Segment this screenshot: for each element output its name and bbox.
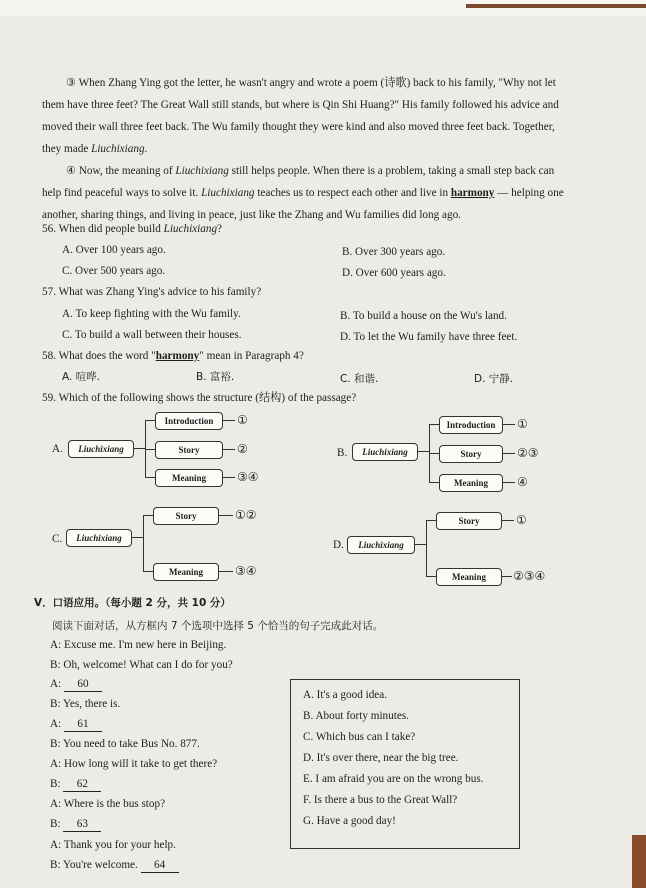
diagram-d-letter: D. [333,539,344,551]
diagram-b-num-1: ① [517,417,528,431]
liuchixiang-term: Liuchixiang [91,143,145,155]
section-5-heading: V．口语应用。（每小题 2 分，共 10 分） [34,597,231,609]
section-5-instruction: 阅读下面对话，从方框内 7 个选项中选择 5 个恰当的句子完成此对话。 [52,620,384,632]
dialogue-line-8: B: 62 [50,777,101,792]
dialogue-line-1: A: Excuse me. I'm new here in Beijing. [50,639,227,651]
dialogue-line-2: B: Oh, welcome! What can I do for you? [50,659,233,671]
diagram-b-num-2: ②③ [517,446,539,460]
diagram-b-meaning: Meaning [439,474,503,492]
dialogue-line-5: A: 61 [50,717,102,732]
diagram-c-num-2: ③④ [235,564,257,578]
diagram-c-num-1: ①② [235,508,257,522]
p3-line-1: ③ When Zhang Ying got the letter, he wasn't angry and wrote a poem (诗歌) back to his family, "Why not let [66,77,556,89]
blank-62[interactable]: 62 [63,777,101,792]
option-b: B. About forty minutes. [303,710,409,722]
option-a: A. It's a good idea. [303,689,388,701]
diagram-a-num-1: ① [237,413,248,427]
diagram-c-meaning: Meaning [153,563,219,581]
blank-64[interactable]: 64 [141,858,179,873]
diagram-b-num-3: ④ [517,475,528,489]
q58-option-d: D. 宁静. [474,373,514,385]
dialogue-line-11: A: Thank you for your help. [50,839,176,851]
q57-option-a: A. To keep fighting with the Wu family. [62,308,241,320]
diagram-a-story: Story [155,441,223,459]
diagram-d-story: Story [436,512,502,530]
diagram-c-letter: C. [52,533,63,545]
diagram-d-root: Liuchixiang [347,536,415,554]
diagram-a-num-3: ③④ [237,470,259,484]
q57-stem: 57. What was Zhang Ying's advice to his family? [42,286,262,298]
diagram-d-meaning: Meaning [436,568,502,586]
diagram-b-introduction: Introduction [439,416,503,434]
p3-line-2: them have three feet? The Great Wall still stands, but where is Qin Shi Huang?" His family followed his advice and [42,99,559,111]
diagram-a-letter: A. [52,443,63,455]
q56-stem: 56. When did people build Liuchixiang? [42,223,223,235]
diagram-a-root: Liuchixiang [68,440,134,458]
page-top-edge [0,0,646,16]
dialogue-line-6: B: You need to take Bus No. 877. [50,738,200,750]
options-box [290,679,520,849]
page-corner-edge [632,835,646,888]
exam-page [0,16,646,888]
diagram-a-introduction: Introduction [155,412,223,430]
q56-option-a: A. Over 100 years ago. [62,244,166,256]
dialogue-line-4: B: Yes, there is. [50,698,121,710]
q56-option-d: D. Over 600 years ago. [342,267,446,279]
diagram-a-num-2: ② [237,442,248,456]
q59-stem: 59. Which of the following shows the structure (结构) of the passage? [42,392,357,404]
dialogue-line-10: B: 63 [50,817,101,832]
diagram-d-num-1: ① [516,513,527,527]
diagram-c-story: Story [153,507,219,525]
q56-option-c: C. Over 500 years ago. [62,265,166,277]
p3-line-3: moved their wall three feet back. The Wu family thought they were kind and also moved three feet back. Together, [42,121,555,133]
p4-line-1: ④ Now, the meaning of Liuchixiang still helps people. When there is a problem, taking a small step back can [66,165,555,177]
blank-63[interactable]: 63 [63,817,101,832]
diagram-d-num-2: ②③④ [513,569,546,583]
option-d: D. It's over there, near the big tree. [303,752,459,764]
p4-line-2: help find peaceful ways to solve it. Liuchixiang teaches us to respect each other and live in harmony — helping one [42,187,564,199]
harmony-word: harmony [450,187,495,199]
q57-option-b: B. To build a house on the Wu's land. [340,310,507,322]
diagram-c-root: Liuchixiang [66,529,132,547]
p4-line-3: another, sharing things, and living in peace, just like the Zhang and Wu families did long ago. [42,209,461,221]
blank-60[interactable]: 60 [64,677,102,692]
q58-option-b: B. 富裕. [196,371,235,383]
dialogue-line-12: B: You're welcome. 64 [50,858,179,873]
diagram-b-story: Story [439,445,503,463]
dialogue-line-7: A: How long will it take to get there? [50,758,218,770]
q58-option-a: A. 喧哗. [62,371,101,383]
diagram-a-meaning: Meaning [155,469,223,487]
p3-line-4: they made Liuchixiang. [42,143,148,155]
dialogue-line-9: A: Where is the bus stop? [50,798,166,810]
q56-option-b: B. Over 300 years ago. [342,246,446,258]
q58-stem: 58. What does the word "harmony" mean in Paragraph 4? [42,350,304,362]
blank-61[interactable]: 61 [64,717,102,732]
option-e: E. I am afraid you are on the wrong bus. [303,773,484,785]
dialogue-line-3: A: 60 [50,677,102,692]
q57-option-d: D. To let the Wu family have three feet. [340,331,518,343]
option-f: F. Is there a bus to the Great Wall? [303,794,458,806]
diagram-b-root: Liuchixiang [352,443,418,461]
q57-option-c: C. To build a wall between their houses. [62,329,242,341]
diagram-b-letter: B. [337,447,348,459]
q58-option-c: C. 和谐. [340,373,379,385]
option-c: C. Which bus can I take? [303,731,416,743]
option-g: G. Have a good day! [303,815,396,827]
